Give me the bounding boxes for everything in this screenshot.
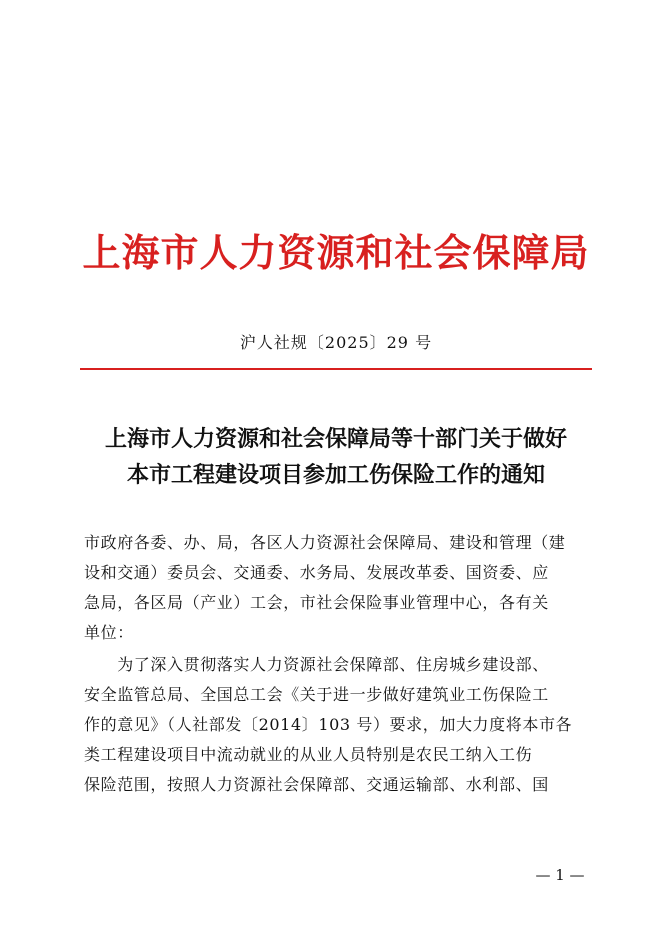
paragraph-line: 安全监管总局、全国总工会《关于进一步做好建筑业工伤保险工 <box>84 685 549 704</box>
paragraph-line: 作的意见》（人社部发〔2014〕103 号）要求，加大力度将本市各 <box>84 715 573 734</box>
notice-title <box>0 422 672 494</box>
document-number: 沪人社规〔2025〕29 号 <box>239 333 433 352</box>
notice-title-line: 上海市人力资源和社会保障局等十部门关于做好 <box>104 427 567 452</box>
addressee-line: 单位： <box>84 623 134 642</box>
body-text <box>84 528 594 800</box>
issuer-title: 上海市人力资源和社会保障局 <box>82 230 590 275</box>
red-separator-line <box>80 368 592 370</box>
paragraph-line: 为了深入贯彻落实人力资源社会保障部、住房城乡建设部、 <box>84 655 549 674</box>
addressee-line: 急局，各区局（产业）工会，市社会保险事业管理中心，各有关 <box>84 593 549 612</box>
addressee-line: 市政府各委、办、局，各区人力资源社会保障局、建设和管理（建 <box>84 533 566 552</box>
notice-title-line: 本市工程建设项目参加工伤保险工作的通知 <box>126 463 545 488</box>
paragraph-line: 类工程建设项目中流动就业的从业人员特别是农民工纳入工伤 <box>84 745 533 764</box>
page-number: — 1 — <box>535 866 585 884</box>
paragraph-line: 保险范围，按照人力资源社会保障部、交通运输部、水利部、国 <box>84 775 549 794</box>
addressee-line: 设和交通）委员会、交通委、水务局、发展改革委、国资委、应 <box>84 563 549 582</box>
